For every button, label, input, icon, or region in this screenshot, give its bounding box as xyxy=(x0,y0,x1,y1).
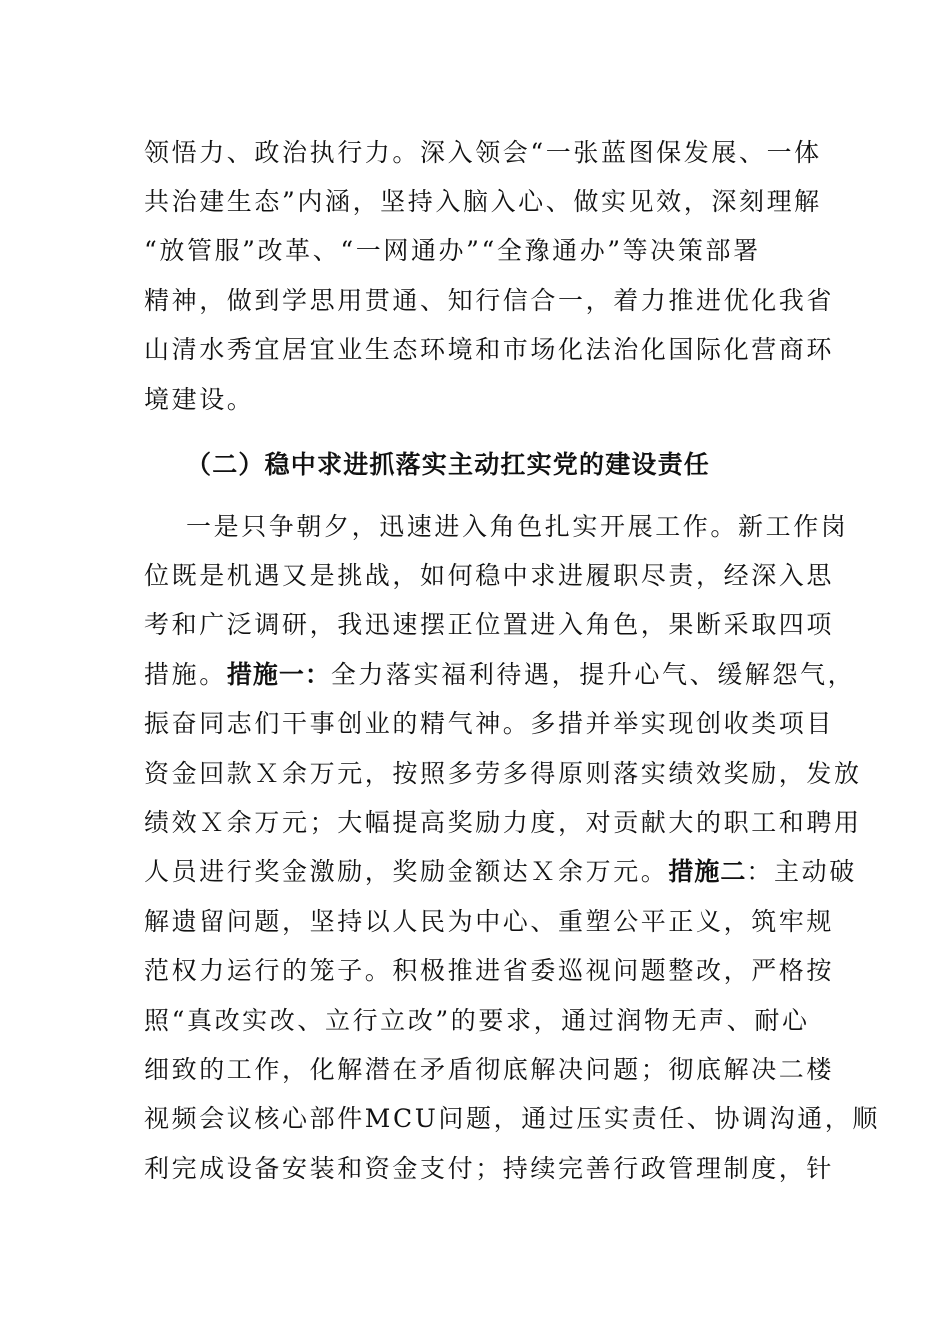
text-line-17: 范权力运行的笼子。积极推进省委巡视问题整改，严格按 xyxy=(144,956,835,985)
text-line-19: 细致的工作，化解潜在矛盾彻底解决问题；彻底解决二楼 xyxy=(144,1055,835,1084)
text-line-6: 境建设。 xyxy=(144,385,255,414)
text-line-18: 照“真改实改、立行立改”的要求，通过润物无声、耐心 xyxy=(144,1006,810,1035)
text-line-5: 山清水秀宜居宜业生态环境和市场化法治化国际化营商环 xyxy=(144,335,835,364)
text-line-2: 共治建生态”内涵，坚持入脑入心、做实见效，深刻理解 xyxy=(144,187,822,216)
text-line-3: “放管服”改革、“一网通办”“全豫通办”等决策部署 xyxy=(144,236,761,265)
measure-one-label: 措施一： xyxy=(226,660,331,689)
text-line-13: 资金回款Ｘ余万元，按照多劳多得原则落实绩效奖励，发放 xyxy=(144,759,862,788)
measure-two-label: 措施二 xyxy=(668,857,747,886)
text-line-8: 一是只争朝夕，迅速进入角色扎实开展工作。新工作岗 xyxy=(186,512,849,541)
text-line-20: 视频会议核心部件MCU问题，通过压实责任、协调沟通，顺 xyxy=(144,1104,880,1133)
text-line-1: 领悟力、政治执行力。深入领会“一张蓝图保发展、一体 xyxy=(144,138,822,167)
text-line-11 xyxy=(144,650,856,700)
text-line-14: 绩效Ｘ余万元；大幅提高奖励力度，对贡献大的职工和聘用 xyxy=(144,808,862,837)
section-heading: （二）稳中求进抓落实主动扛实党的建设责任 xyxy=(186,450,711,479)
text-segment: 人员进行奖金激励，奖励金额达Ｘ余万元。 xyxy=(144,857,669,886)
text-line-9: 位既是机遇又是挑战，如何稳中求进履职尽责，经深入思 xyxy=(144,561,835,590)
text-line-10: 考和广泛调研，我迅速摆正位置进入角色，果断采取四项 xyxy=(144,610,835,639)
text-segment: 全力落实福利待遇，提升心气、缓解怨气， xyxy=(330,660,856,689)
text-segment: 措施。 xyxy=(144,660,227,689)
text-line-12: 振奋同志们干事创业的精气神。多措并举实现创收类项目 xyxy=(144,709,835,738)
text-line-21: 利完成设备安装和资金支付；持续完善行政管理制度，针 xyxy=(144,1154,835,1183)
text-line-4: 精神，做到学思用贯通、知行信合一，着力推进优化我省 xyxy=(144,286,835,315)
text-line-16: 解遗留问题，坚持以人民为中心、重塑公平正义，筑牢规 xyxy=(144,907,835,936)
text-line-15 xyxy=(144,847,857,897)
text-segment: ：主动破 xyxy=(746,857,857,886)
